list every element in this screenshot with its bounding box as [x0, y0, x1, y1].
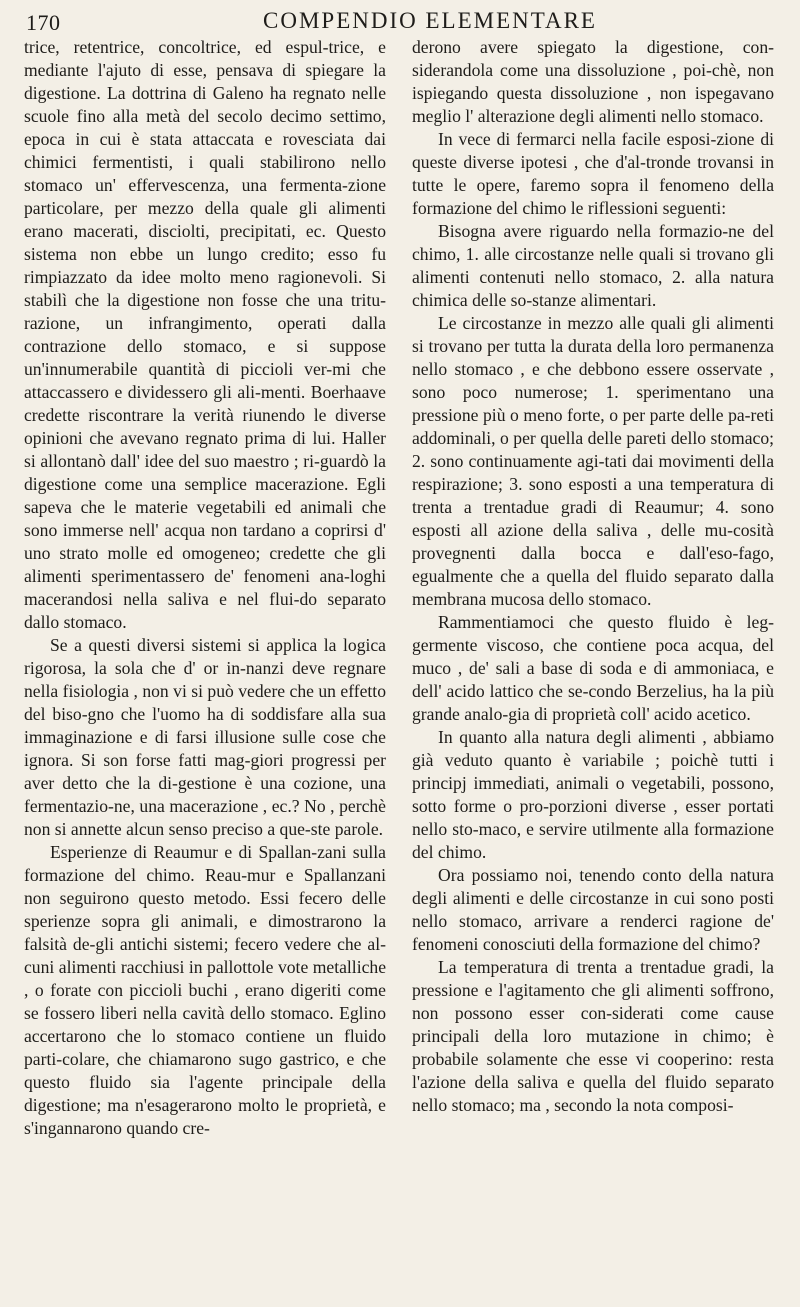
running-title: COMPENDIO ELEMENTARE [263, 8, 597, 33]
page-number: 170 [26, 10, 61, 35]
paragraph: Se a questi diversi sistemi si applica la logica rigorosa, la sola che d' or in-nanzi deve regnare nella fisiologia , non vi si può vedere che un effetto del biso-gno che l'uomo ha di soddisfare alla sua immaginazione e di farsi illusione sulle cose che ignora. Si son forse fatti mag-giori progressi per aver detto che la di-gestione è una cozione, una fermentazio-ne, una macerazione , ec.? No , perchè non si annette alcun senso preciso a que-ste parole. [24, 635, 386, 839]
page-header [26, 6, 774, 36]
right-column [412, 36, 774, 1302]
paragraph: trice, retentrice, concoltrice, ed espul-trice, e mediante l'ajuto di esse, pensava di spiegare la digestione. La dottrina di Galeno ha regnato nelle scuole fino alla metà del secolo decimo settimo, epoca in cui è stata attaccata e rovesciata dai chimici fermentisti, i quali stabilirono nello stomaco un' effervescenza, una fermenta-zione particolare, per mezzo della quale gli alimenti erano macerati, disciolti, precipitati, ec. Questo sistema non ebbe un lungo credito; esso fu rimpiazzato da idee molto meno ragionevoli. Si stabilì che la digestione non fosse che una tritu-razione, un infrangimento, operati dalla contrazione dello stomaco, e si suppose un'innumerabile quantità di piccioli ver-mi che attaccassero e dividessero gli ali-menti. Boerhaave credette riscontrare la verità riunendo le diverse opinioni che avevano regnato prima di lui. Haller si allontanò dall' idee del suo maestro ; ri-guardò la digestione come una semplice macerazione. Egli sapeva che le materie vegetabili ed animali che sono immerse nell' acqua non tardano a coprirsi d' uno strato molle ed omogeneo; credette che gli alimenti sperimentassero de' fenomeni ana-loghi macerandosi nella saliva e nel flui-do separato dallo stomaco. [24, 37, 386, 632]
left-column [24, 36, 386, 1302]
paragraph: La temperatura di trenta a trentadue gradi, la pressione e l'agitamento che gli alimenti soffrono, non possono esser con-siderati come cause principali della loro mutazione in chimo; è probabile solamente che esse vi cooperino: resta l'azione della saliva e quella del fluido separato nello stomaco; ma , secondo la nota composi- [412, 957, 774, 1115]
paragraph: Rammentiamoci che questo fluido è leg-germente viscoso, che contiene poca acqua, del muco , de' sali a base di soda e di ammoniaca, e dell' acido lattico che se-condo Berzelius, ha la più grande analo-gia di proprietà coll' acido acetico. [412, 612, 774, 724]
paragraph: In quanto alla natura degli alimenti , abbiamo già veduto quanto è variabile ; poichè tutti i principj immediati, animali o vegetabili, possono, sotto forme o pro-porzioni diverse , esser portati nello sto-maco, e servire utilmente alla formazione del chimo. [412, 727, 774, 862]
paragraph: In vece di fermarci nella facile esposi-zione di queste diverse ipotesi , che d'al-tronde trovansi in tutte le opere, faremo sopra il fenomeno della formazione del chimo le riflessioni seguenti: [412, 129, 774, 218]
paragraph: derono avere spiegato la digestione, con-siderandola come una dissoluzione , poi-chè, non ispiegando questa dissoluzione , non ispegavano meglio l' alterazione degli alimenti nello stomaco. [412, 37, 774, 126]
paragraph: Ora possiamo noi, tenendo conto della natura degli alimenti e delle circostanze in cui sono posti nello stomaco, arrivare a renderci ragione de' fenomeni conosciuti della formazione del chimo? [412, 865, 774, 954]
paragraph: Bisogna avere riguardo nella formazio-ne del chimo, 1. alle circostanze nelle quali si trovano gli alimenti contenuti nello stomaco, 2. alla natura chimica delle so-stanze alimentari. [412, 221, 774, 310]
paragraph: Esperienze di Reaumur e di Spallan-zani sulla formazione del chimo. Reau-mur e Spallanzani non seguirono questo metodo. Essi fecero delle sperienze sopra gli animali, e dimostrarono la falsità de-gli antichi sistemi; fecero vedere che al-cuni alimenti racchiusi in pallottole vote metalliche , o forate con piccioli buchi , erano digeriti come se fossero liberi nella cavità dello stomaco. Eglino accertarono che lo stomaco contiene un fluido parti-colare, che chiamarono sugo gastrico, e che questo fluido sia l'agente principale della digestione; ma n'esagerarono molto le proprietà, e s'ingannarono quando cre- [24, 842, 386, 1138]
paragraph: Le circostanze in mezzo alle quali gli alimenti si trovano per tutta la durata della loro permanenza nello stomaco , e che debbono essere osservate , sono poco numerose; 1. sperimentano una pressione più o meno forte, o per parte delle pa-reti addominali, o per quella delle pareti dello stomaco; 2. sono continuamente agi-tati dai movimenti della respirazione; 3. sono esposti a una temperatura di trenta a trentadue gradi di Reaumur; 4. sono esposti all azione della saliva , delle mu-cosità provegnenti dalla bocca e dall'eso-fago, egualmente che a quella del fluido separato dalla membrana mucosa dello stomaco. [412, 313, 774, 609]
